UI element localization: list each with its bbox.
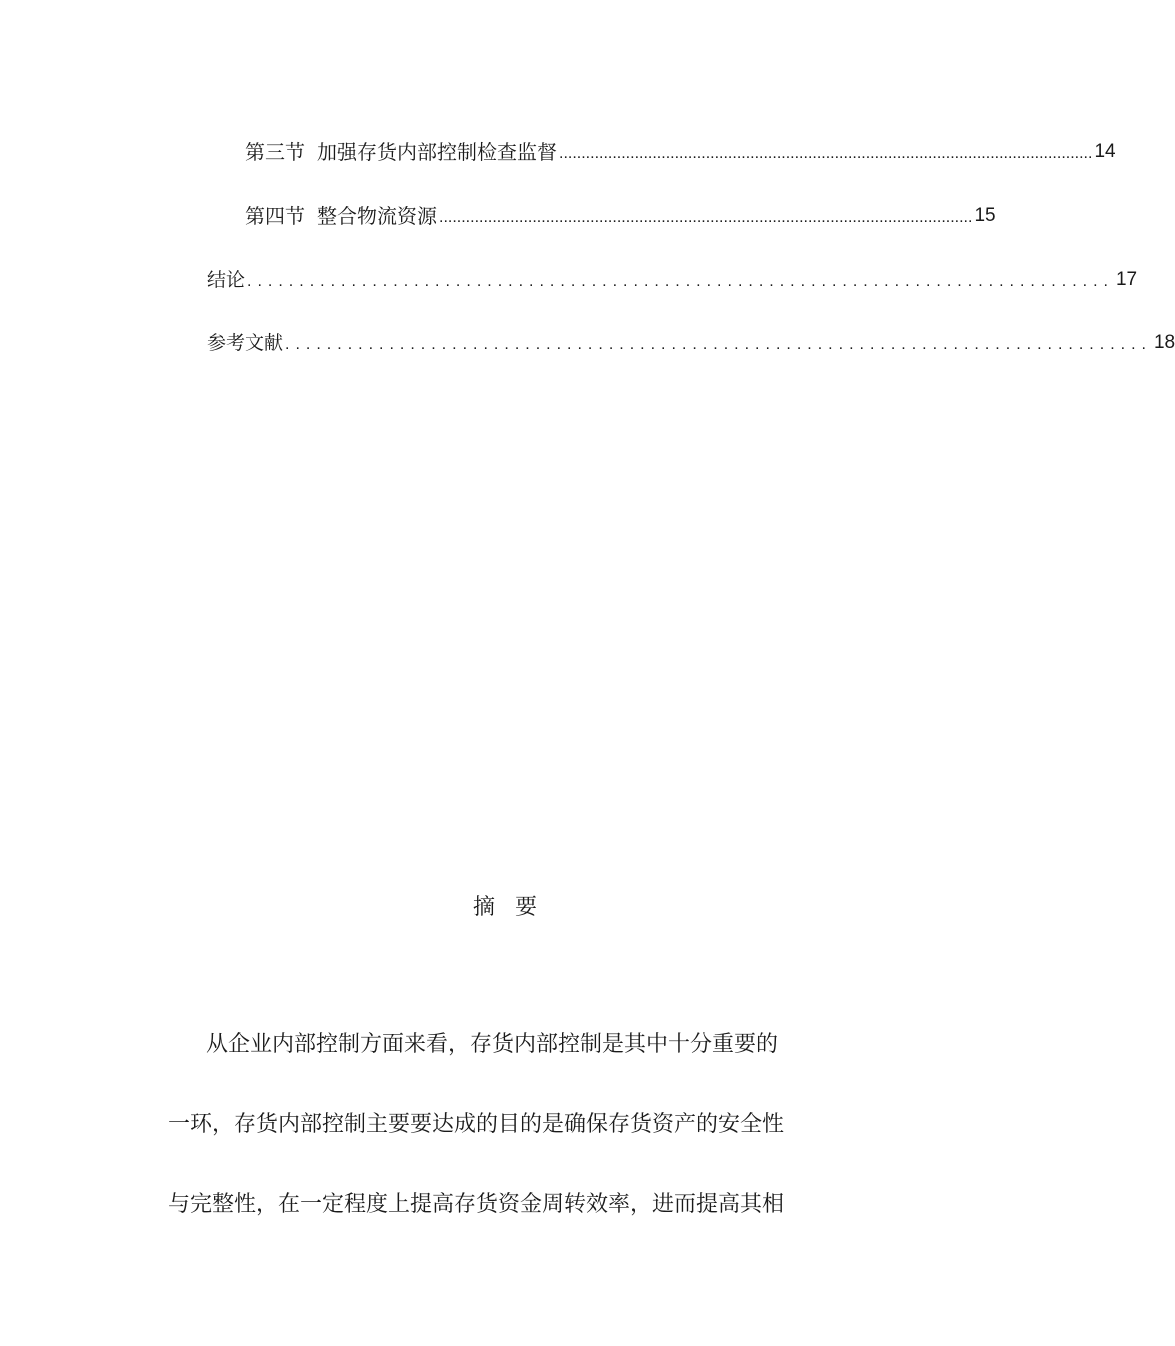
toc-entry[interactable] bbox=[207, 325, 1175, 355]
toc-page-number: 17 bbox=[1115, 269, 1138, 290]
toc-entry-title: 参考文献 bbox=[207, 332, 284, 354]
toc-entry-label bbox=[245, 204, 437, 228]
toc-entry[interactable] bbox=[245, 134, 1116, 164]
toc-page-number: 15 bbox=[974, 205, 996, 226]
abstract-line: 与完整性，在一定程度上提高存货资金周转效率，进而提高其相 bbox=[168, 1192, 785, 1217]
toc-entry-title: 整合物流资源 bbox=[317, 204, 437, 228]
toc-entry-title: 加强存货内部控制检查监督 bbox=[317, 140, 557, 164]
toc-entry[interactable] bbox=[245, 198, 996, 228]
toc-entry-prefix: 第四节 bbox=[245, 204, 305, 228]
abstract-body bbox=[168, 1005, 808, 1245]
toc-leader: ................................................................................... bbox=[285, 336, 1152, 353]
toc-entry-prefix: 第三节 bbox=[245, 140, 305, 164]
toc-page-number: 18 bbox=[1153, 332, 1175, 353]
toc-leader: ........................................................................................................................ bbox=[439, 209, 973, 226]
toc-entry[interactable] bbox=[207, 262, 1138, 292]
abstract-line: 一环，存货内部控制主要要达成的目的是确保存货资产的安全性 bbox=[168, 1112, 785, 1137]
toc-entry-label bbox=[245, 140, 557, 164]
toc-page-number: 14 bbox=[1094, 141, 1116, 162]
toc-leader: ................................................................................... bbox=[247, 273, 1114, 290]
toc-leader: ........................................................................................................................ bbox=[559, 145, 1093, 162]
toc-entry-title: 结论 bbox=[207, 269, 246, 291]
abstract-heading: 摘要 bbox=[472, 895, 557, 920]
abstract-line: 从企业内部控制方面来看，存货内部控制是其中十分重要的 bbox=[206, 1032, 779, 1057]
